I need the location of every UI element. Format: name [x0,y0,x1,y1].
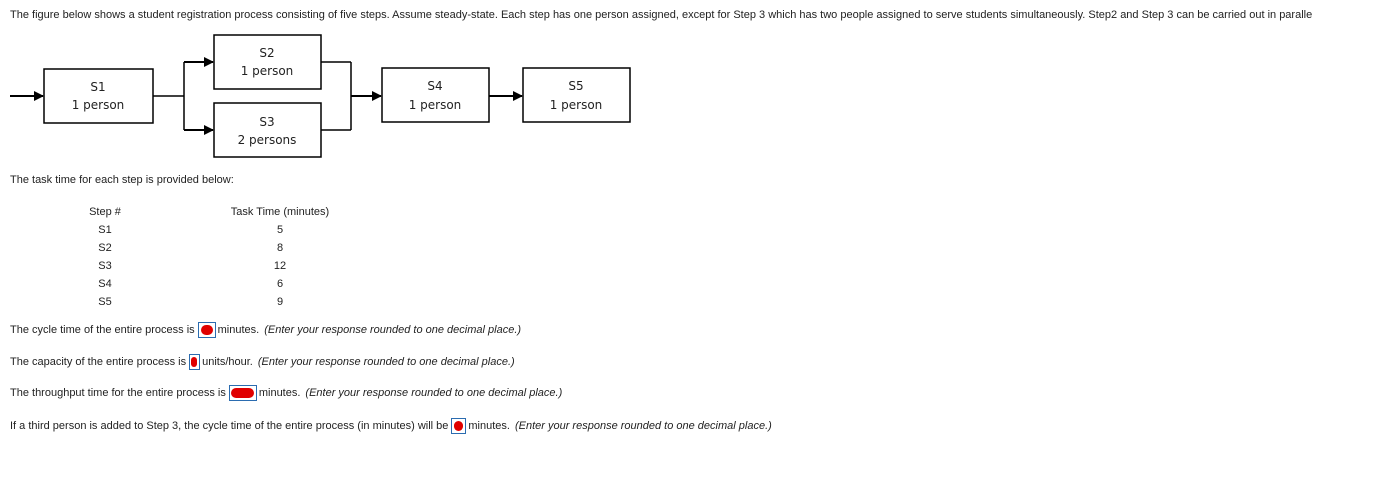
step-s3-staff: 2 persons [237,133,297,147]
question-text: The throughput time for the entire process is [10,387,226,399]
step-s5-box [523,68,630,122]
step-s4-name: S4 [427,79,443,93]
question-throughput-time [10,385,562,401]
hint-text: (Enter your response rounded to one decimal place.) [305,387,563,399]
table-cell-time: 9 [276,296,284,308]
answer-input-cycle-time-third-person[interactable] [451,418,466,434]
table-cell-step: S2 [98,242,112,254]
hint-text: (Enter your response rounded to one decimal place.) [514,420,772,432]
table-cell-time: 5 [276,224,284,236]
question-capacity [10,354,515,370]
step-s4-staff: 1 person [408,98,462,112]
step-s3-box [214,103,321,157]
table-cell-step: S1 [98,224,112,236]
question-text: The cycle time of the entire process is [10,324,195,336]
question-text: If a third person is added to Step 3, the cycle time of the entire process (in minutes) will be [10,420,449,432]
step-s5-name: S5 [568,79,584,93]
step-s4-box [382,68,489,122]
step-s3-name: S3 [259,115,275,129]
answer-input-capacity[interactable] [189,354,200,370]
step-column [70,203,140,311]
step-s2-name: S2 [259,46,275,60]
unit-label: minutes. [258,387,301,399]
hint-text: (Enter your response rounded to one decimal place.) [257,356,515,368]
process-flow-diagram [0,0,1385,170]
unit-label: minutes. [468,420,510,432]
question-cycle-time-third-person [10,418,772,434]
table-cell-step: S3 [98,260,112,272]
unit-label: units/hour. [202,356,253,368]
intro-text: The figure below shows a student registration process consisting of five steps. Assume steady-state. Each step has one person assigned, except for Step 3 which has two people assigned to serve students simultaneously. Step2 and Step 3 can be carried out in paralle [10,9,1313,21]
table-cell-time: 12 [273,260,287,272]
time-column [220,203,340,311]
question-text: The capacity of the entire process is [10,356,187,368]
table-intro: The task time for each step is provided below: [10,174,234,186]
header-task-time: Task Time (minutes) [230,206,330,218]
step-s1-box [44,69,153,123]
step-s2-box [214,35,321,89]
unit-label: minutes. [217,324,260,336]
answer-input-throughput-time[interactable] [229,385,257,401]
step-s2-staff: 1 person [240,64,294,78]
step-s1-staff: 1 person [71,98,125,112]
answer-input-cycle-time[interactable] [198,322,216,338]
question-cycle-time [10,322,521,338]
step-s1-name: S1 [90,80,106,94]
header-step: Step # [89,206,121,218]
table-cell-time: 6 [276,278,284,290]
table-cell-step: S4 [98,278,112,290]
step-s5-staff: 1 person [549,98,603,112]
table-cell-time: 8 [276,242,284,254]
hint-text: (Enter your response rounded to one decimal place.) [264,324,522,336]
table-cell-step: S5 [98,296,112,308]
